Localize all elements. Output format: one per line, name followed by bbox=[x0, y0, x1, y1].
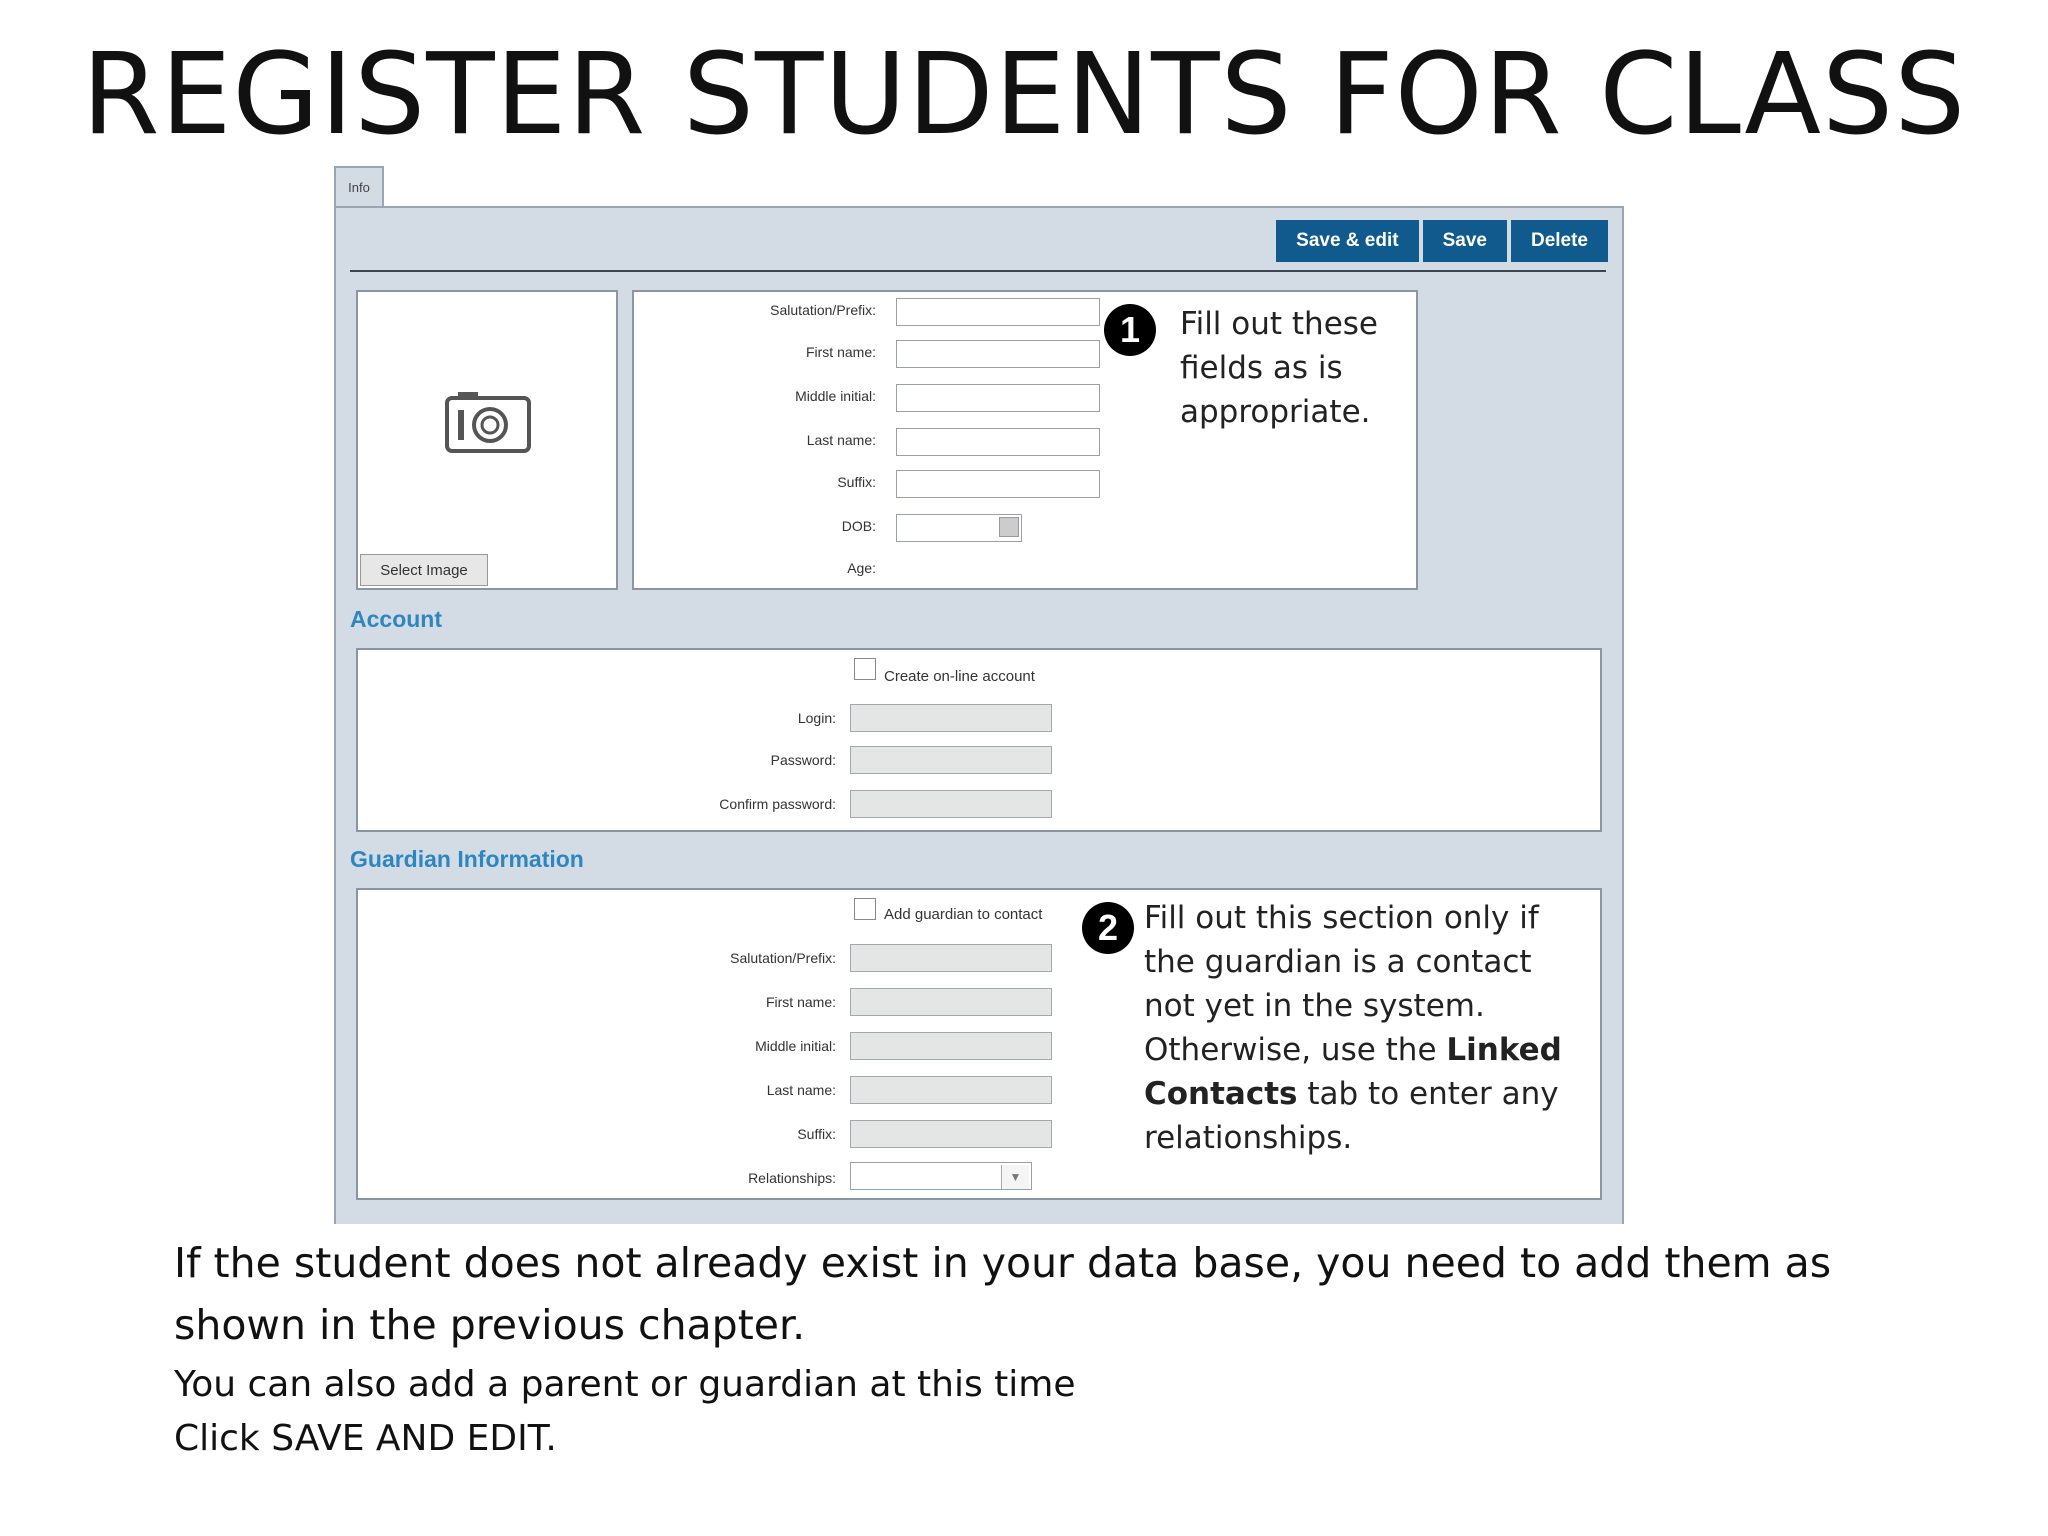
relationships-dropdown[interactable] bbox=[850, 1162, 1032, 1190]
account-box bbox=[356, 648, 1602, 832]
password-input[interactable] bbox=[850, 746, 1052, 774]
screenshot-frame bbox=[334, 166, 1624, 1224]
form-panel bbox=[334, 206, 1624, 1224]
guardian-salutation-label: Salutation/Prefix: bbox=[730, 950, 836, 966]
toolbar bbox=[1276, 220, 1608, 262]
camera-icon bbox=[444, 390, 532, 454]
salutation-label: Salutation/Prefix: bbox=[770, 302, 876, 318]
guardian-first-name-label: First name: bbox=[765, 994, 836, 1010]
login-label: Login: bbox=[797, 710, 836, 726]
last-name-input[interactable] bbox=[896, 428, 1100, 456]
photo-box bbox=[356, 290, 618, 590]
chevron-down-icon[interactable]: ▼ bbox=[1001, 1165, 1029, 1189]
guardian-first-name-input[interactable] bbox=[850, 988, 1052, 1016]
guardian-box bbox=[356, 888, 1602, 1200]
confirm-password-input[interactable] bbox=[850, 790, 1052, 818]
account-section-title: Account bbox=[350, 606, 442, 632]
middle-initial-label: Middle initial: bbox=[795, 388, 876, 404]
step-2-badge: 2 bbox=[1082, 902, 1134, 954]
suffix-label: Suffix: bbox=[837, 474, 876, 490]
step-1-callout: Fill out these fields as is appropriate. bbox=[1180, 306, 1378, 430]
step-2-text-pre: Fill out this section only if the guardian is a contact not yet in the system. Otherwise, use the bbox=[1144, 900, 1539, 1068]
create-online-account-checkbox[interactable] bbox=[854, 658, 876, 680]
dob-label: DOB: bbox=[841, 518, 876, 534]
add-guardian-label: Add guardian to contact bbox=[884, 906, 1043, 923]
confirm-password-label: Confirm password: bbox=[719, 796, 836, 812]
guardian-suffix-input[interactable] bbox=[850, 1120, 1052, 1148]
slide-title: REGISTER STUDENTS FOR CLASS bbox=[81, 30, 1967, 160]
guardian-suffix-label: Suffix: bbox=[797, 1126, 836, 1142]
suffix-input[interactable] bbox=[896, 470, 1100, 498]
step-1-badge: 1 bbox=[1104, 304, 1156, 356]
first-name-input[interactable] bbox=[896, 340, 1100, 368]
age-label: Age: bbox=[847, 560, 876, 576]
person-fields-box bbox=[632, 290, 1418, 590]
middle-initial-input[interactable] bbox=[896, 384, 1100, 412]
first-name-label: First name: bbox=[805, 344, 876, 360]
guardian-last-name-input[interactable] bbox=[850, 1076, 1052, 1104]
salutation-input[interactable] bbox=[896, 298, 1100, 326]
step-2-text-post: tab to enter any relationships. bbox=[1144, 1076, 1559, 1156]
delete-button[interactable]: Delete bbox=[1511, 220, 1608, 262]
guardian-middle-initial-input[interactable] bbox=[850, 1032, 1052, 1060]
create-online-account-label: Create on-line account bbox=[884, 668, 1035, 685]
relationships-label: Relationships: bbox=[748, 1170, 836, 1186]
login-input[interactable] bbox=[850, 704, 1052, 732]
tab-info[interactable]: Info bbox=[334, 166, 384, 206]
guardian-last-name-label: Last name: bbox=[766, 1082, 836, 1098]
body-text-line-3: Click SAVE AND EDIT. bbox=[174, 1418, 557, 1459]
step-2-text-bold: Linked Contacts bbox=[1144, 1032, 1562, 1112]
save-edit-button[interactable]: Save & edit bbox=[1276, 220, 1418, 262]
toolbar-divider bbox=[350, 270, 1606, 272]
add-guardian-checkbox[interactable] bbox=[854, 898, 876, 920]
calendar-icon[interactable] bbox=[999, 517, 1019, 537]
last-name-label: Last name: bbox=[806, 432, 876, 448]
body-text-line-1: If the student does not already exist in your data base, you need to add them as shown in the previous chapter. bbox=[174, 1239, 1832, 1349]
select-image-button[interactable]: Select Image bbox=[360, 554, 488, 586]
save-button[interactable]: Save bbox=[1423, 220, 1507, 262]
body-text-line-2: You can also add a parent or guardian at this time bbox=[174, 1364, 1076, 1405]
step-2-callout bbox=[1144, 896, 1584, 1160]
guardian-salutation-input[interactable] bbox=[850, 944, 1052, 972]
guardian-middle-initial-label: Middle initial: bbox=[755, 1038, 836, 1054]
guardian-section-title: Guardian Information bbox=[350, 846, 584, 872]
dob-input[interactable] bbox=[896, 514, 1022, 542]
password-label: Password: bbox=[770, 752, 836, 768]
